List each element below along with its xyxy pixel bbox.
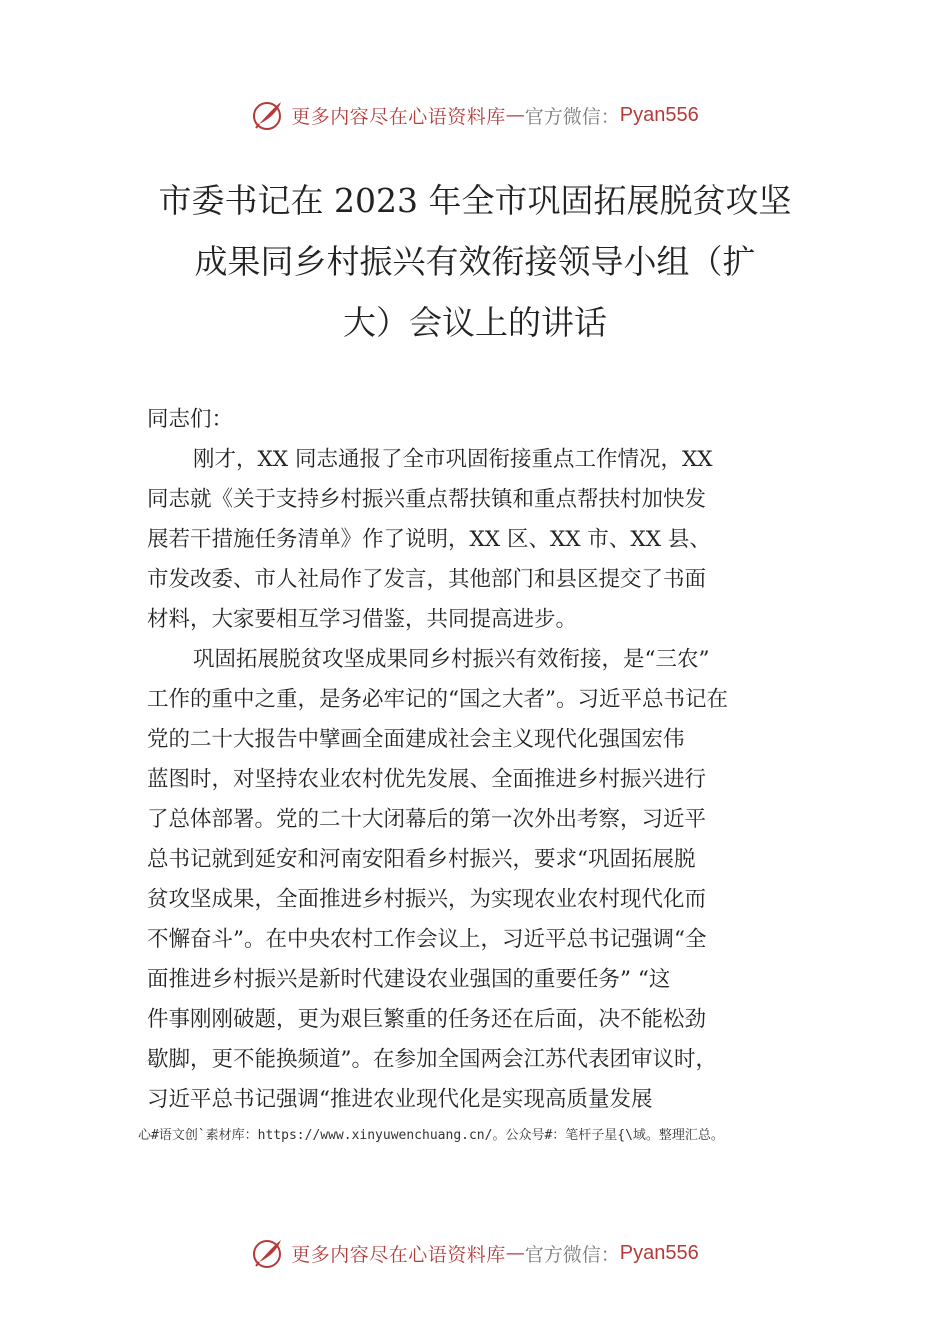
title-line-3: 大）会议上的讲话: [343, 303, 607, 342]
source-footnote: 心#语文创`素材库：https://www.xinyuwenchuang.cn/。公众号#：笔杆子星{\域。整理汇总。: [138, 1128, 724, 1143]
body-line: 巩固拓展脱贫攻坚成果同乡村振兴有效衔接，是“三农”: [193, 647, 710, 672]
body-line: 刚才，XX 同志通报了全市巩固衔接重点工作情况，XX: [193, 447, 713, 472]
body-line: 了总体部署。党的二十大闭幕后的第一次外出考察，习近平: [147, 807, 707, 832]
salutation: 同志们：: [147, 407, 234, 432]
feather-pen-logo-icon: [251, 98, 285, 132]
banner-wechat-id: Pyan556: [619, 1241, 699, 1264]
banner-site-text: 更多内容尽在心语资料库: [291, 105, 506, 128]
feather-pen-logo-icon: [251, 1236, 285, 1270]
body-line: 贫攻坚成果，全面推进乡村振兴，为实现农业农村现代化而: [147, 887, 707, 912]
body-line: 市发改委、市人社局作了发言，其他部门和县区提交了书面: [147, 567, 707, 592]
title-line-1: 市委书记在 2023 年全市巩固拓展脱贫攻坚: [158, 181, 792, 220]
body-line: 歇脚，更不能换频道”。在参加全国两会江苏代表团审议时，: [147, 1047, 717, 1072]
body-line: 展若干措施任务清单》作了说明，XX 区、XX 市、XX 县、: [147, 527, 711, 552]
banner-wechat-id: Pyan556: [619, 103, 699, 126]
banner-separator: —: [505, 1242, 525, 1264]
body-line: 党的二十大报告中擘画全面建成社会主义现代化强国宏伟: [147, 727, 685, 752]
body-line: 工作的重中之重，是务必牢记的“国之大者”。习近平总书记在: [147, 687, 728, 712]
document-body: [147, 400, 817, 1120]
body-line: 面推进乡村振兴是新时代建设农业强国的重要任务” “这: [147, 967, 671, 992]
body-line: 蓝图时，对坚持农业农村优先发展、全面推进乡村振兴进行: [147, 767, 707, 792]
body-line: 材料，大家要相互学习借鉴，共同提高进步。: [147, 607, 578, 632]
title-line-2: 成果同乡村振兴有效衔接领导小组（扩: [194, 242, 756, 281]
banner-site-text: 更多内容尽在心语资料库: [291, 1243, 506, 1266]
header-watermark-banner: [0, 95, 950, 135]
banner-wechat-label: 官方微信：: [524, 105, 620, 128]
banner-separator: —: [505, 104, 525, 126]
body-line: 不懈奋斗”。在中央农村工作会议上，习近平总书记强调“全: [147, 927, 707, 952]
body-line: 件事刚刚破题，更为艰巨繁重的任务还在后面，决不能松劲: [147, 1007, 707, 1032]
footer-watermark-banner: [0, 1233, 950, 1273]
banner-wechat-label: 官方微信：: [524, 1243, 620, 1266]
body-line: 同志就《关于支持乡村振兴重点帮扶镇和重点帮扶村加快发: [147, 487, 707, 512]
body-line: 总书记就到延安和河南安阳看乡村振兴，要求“巩固拓展脱: [147, 847, 696, 872]
document-title: [110, 170, 840, 353]
body-line: 习近平总书记强调“推进农业现代化是实现高质量发展: [147, 1087, 653, 1112]
